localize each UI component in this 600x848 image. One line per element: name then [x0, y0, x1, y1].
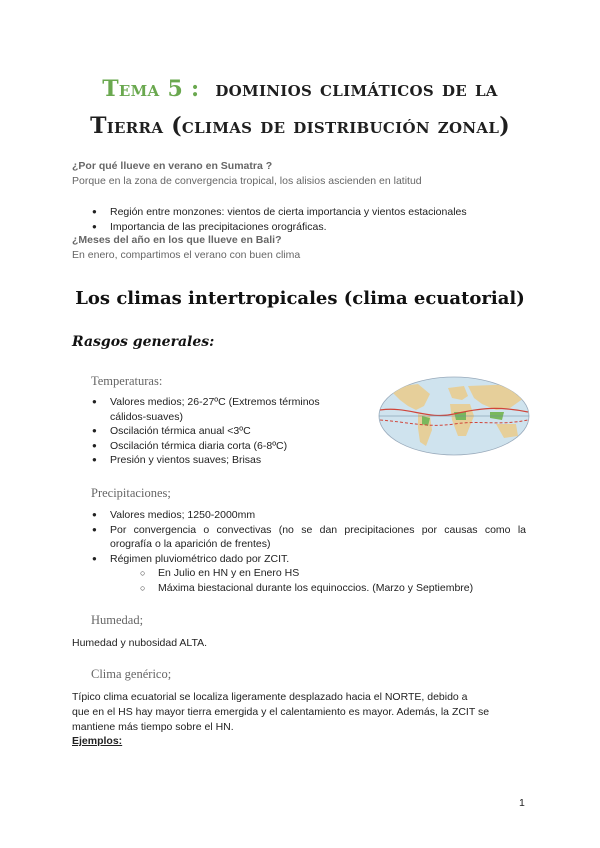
- list-item: ● Por convergencia o convectivas (no se dan precipitaciones por causas como la: [88, 523, 526, 538]
- list-item-continuation: orografía o la aparición de frentes): [110, 538, 271, 550]
- list-item: ● Oscilación térmica anual <3ºC: [88, 424, 348, 439]
- temperaturas-heading: Temperaturas:: [91, 374, 163, 388]
- question-bali: ¿Meses del año en los que llueve en Bali?: [72, 234, 282, 246]
- list-item: ● Presión y vientos suaves; Brisas: [88, 453, 348, 468]
- question-sumatra: ¿Por qué llueve en verano en Sumatra ?: [72, 160, 273, 172]
- title-line-1: [0, 76, 600, 102]
- title-line-1-rest: dominios climáticos de la: [215, 76, 498, 102]
- section-title: Los climas intertropicales (clima ecuatorial): [75, 288, 525, 309]
- rasgos-heading: Rasgos generales:: [72, 334, 215, 350]
- ejemplos-label: Ejemplos:: [72, 735, 123, 747]
- list-item-continuation: cálidos-suaves): [110, 410, 183, 423]
- clima-generico-heading: Clima genérico;: [91, 667, 172, 681]
- temperaturas-list: [88, 395, 348, 468]
- humedad-heading: Humedad;: [91, 613, 144, 627]
- list-item: ● Valores medios; 1250-2000mm: [88, 508, 526, 523]
- list-item: ● Régimen pluviométrico dado por ZCIT.: [88, 552, 526, 567]
- clima-generico-line: mantiene más tiempo sobre el HN.: [72, 721, 234, 733]
- precipitaciones-heading: Precipitaciones;: [91, 486, 171, 500]
- list-item: ● Región entre monzones: vientos de cierta importancia y vientos estacionales: [88, 205, 467, 220]
- sub-list-item: ○ Máxima biestacional durante los equinoccios. (Marzo y Septiembre): [88, 581, 526, 596]
- answer-sumatra: Porque en la zona de convergencia tropical, los alisios ascienden en latitud: [72, 175, 422, 187]
- world-climate-map: [378, 376, 530, 456]
- sub-list-item: ○ En Julio en HN y en Enero HS: [88, 566, 526, 581]
- clima-generico-line: Típico clima ecuatorial se localiza ligeramente desplazado hacia el NORTE, debido a: [72, 691, 468, 703]
- world-map-icon: [378, 376, 530, 456]
- page-number: 1: [519, 797, 525, 809]
- list-item: ● Oscilación térmica diaria corta (6-8ºC): [88, 439, 348, 454]
- answer-bali: En enero, compartimos el verano con buen clima: [72, 249, 301, 261]
- title-line-2: Tierra (climas de distribución zonal): [90, 113, 510, 139]
- humedad-text: Humedad y nubosidad ALTA.: [72, 637, 208, 649]
- intro-bullet-list: [88, 205, 467, 234]
- clima-generico-line: que en el HS hay mayor tierra emergida y el calentamiento es mayor. Además, la ZCIT se: [72, 706, 490, 718]
- list-item: ● Importancia de las precipitaciones orográficas.: [88, 220, 467, 235]
- tema-label: Tema 5 :: [102, 76, 200, 102]
- precipitaciones-list: [88, 508, 526, 595]
- list-item: ● Valores medios; 26-27ºC (Extremos términos: [88, 395, 348, 410]
